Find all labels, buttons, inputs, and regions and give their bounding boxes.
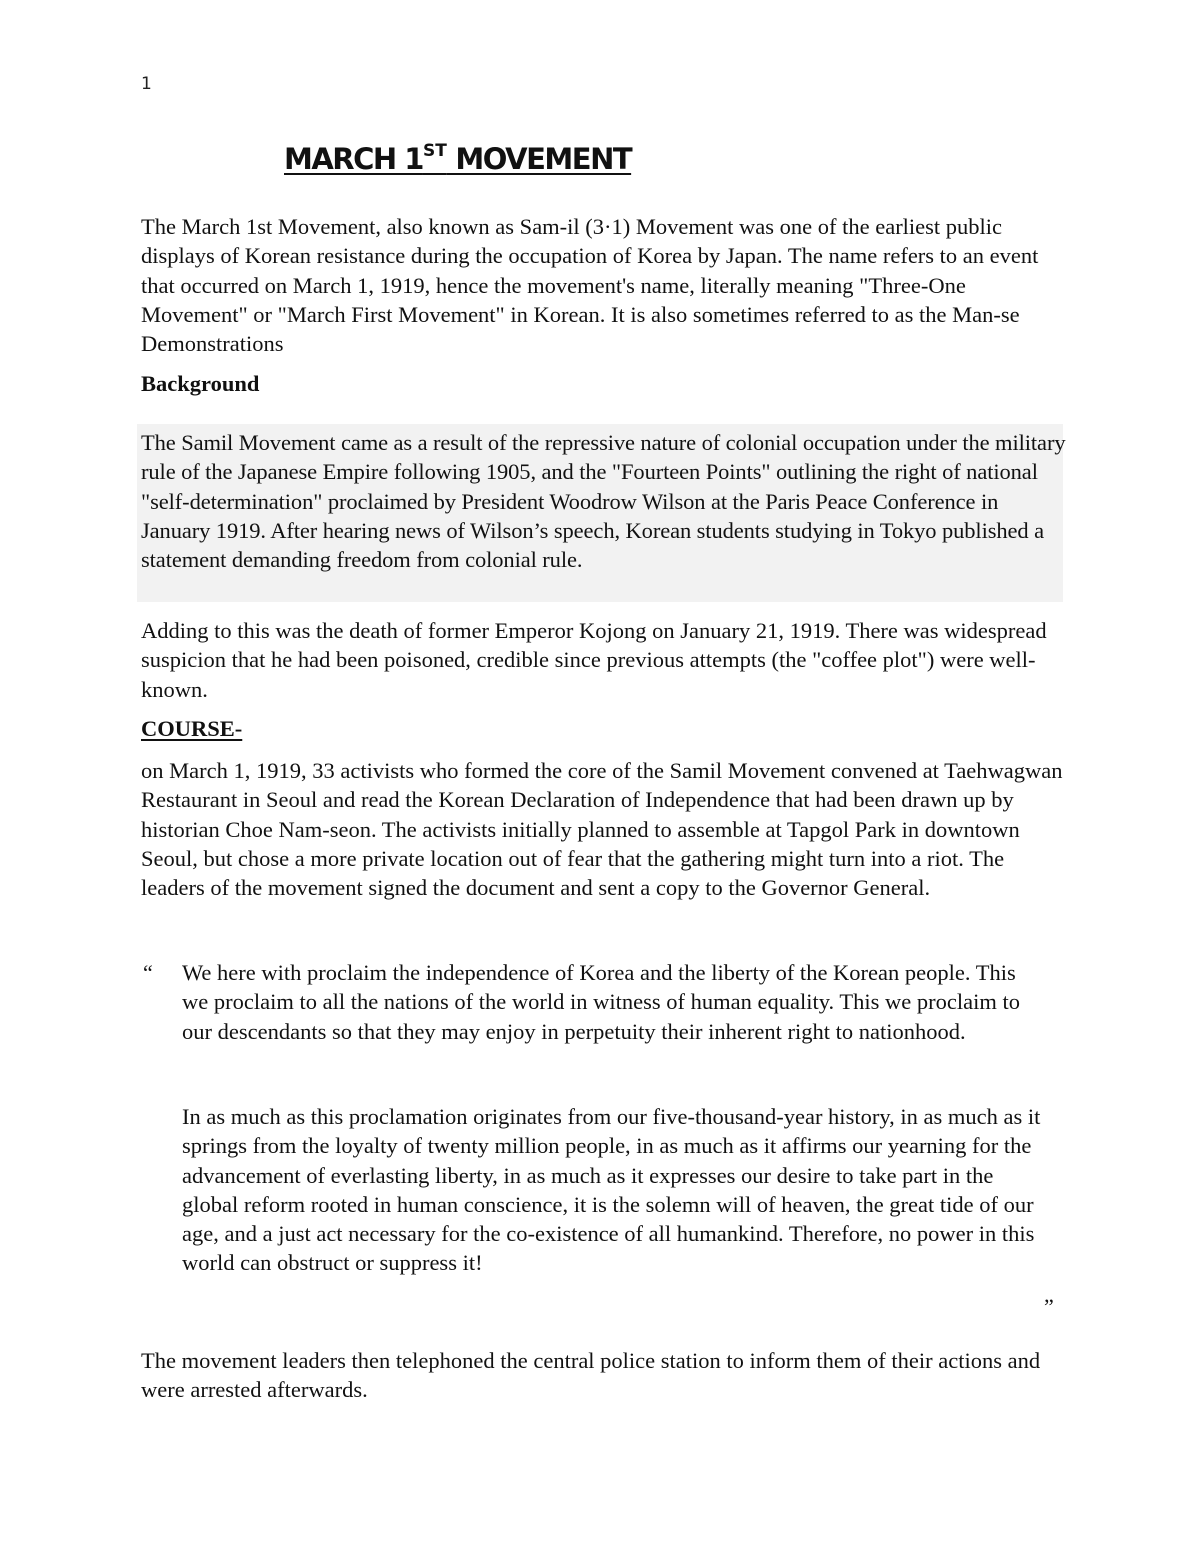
background-paragraph: The Samil Movement came as a result of the repressive nature of colonial occupation under the military rule of the Japanese Empire following 1905, and the "Fourteen Points" outlining the right of national "self-determination" proclaimed by President Woodrow Wilson at the Paris Peace Conference in January 1919. After hearing news of Wilson’s speech, Korean students studying in Tokyo published a statement demanding freedom from colonial rule. <box>141 430 1066 573</box>
closing-paragraph: The movement leaders then telephoned the central police station to inform them of their actions and were arrested afterwards. <box>141 1348 1041 1403</box>
quote-paragraph-1: We here with proclaim the independence of Korea and the liberty of the Korean people. This we proclaim to all the nations of the world in witness of human equality. This we proclaim to our descendants so that they may enjoy in perpetuity their inherent right to nationhood. <box>182 960 1020 1044</box>
course-paragraph: on March 1, 1919, 33 activists who formed the core of the Samil Movement convened at Taehwagwan Restaurant in Seoul and read the Korean Declaration of Independence that had been drawn up by historian Choe Nam-seon. The activists initially planned to assemble at Tapgol Park in downtown Seoul, but chose a more private location out of fear that the gathering might turn into a riot. The leaders of the movement signed the document and sent a copy to the Governor General. <box>141 758 1063 901</box>
background-heading: Background <box>141 371 260 396</box>
title-rest: MOVEMENT <box>446 142 632 176</box>
intro-paragraph: The March 1st Movement, also known as Sam-il (3·1) Movement was one of the earliest public displays of Korean resistance during the occupation of Korea by Japan. The name refers to an event that occurred on March 1, 1919, hence the movement's name, literally meaning "Three-One Movement" or "March First Movement" in Korean. It is also sometimes referred to as the Man-se Demonstrations <box>141 214 1039 357</box>
page-number: 1 <box>141 74 152 94</box>
quote-paragraph-2: In as much as this proclamation originates from our five-thousand-year history, in as much as it springs from the loyalty of twenty million people, in as much as it affirms our yearning for the advancement of everlasting liberty, in as much as it expresses our desire to take part in the global reform rooted in human conscience, it is the solemn will of heaven, the great tide of our age, and a just act necessary for the co-existence of all humankind. Therefore, no power in this world can obstruct or suppress it! <box>182 1104 1041 1276</box>
title-superscript: ST <box>422 141 447 162</box>
course-heading: COURSE- <box>141 716 243 741</box>
close-quote-mark: „ <box>1044 1282 1054 1307</box>
emperor-paragraph: Adding to this was the death of former Emperor Kojong on January 21, 1919. There was widespread suspicion that he had been poisoned, credible since previous attempts (the "coffee plot") were well-known. <box>141 618 1047 702</box>
page-title <box>284 142 631 176</box>
title-main: MARCH 1 <box>284 142 423 176</box>
open-quote-mark: “ <box>143 960 153 985</box>
